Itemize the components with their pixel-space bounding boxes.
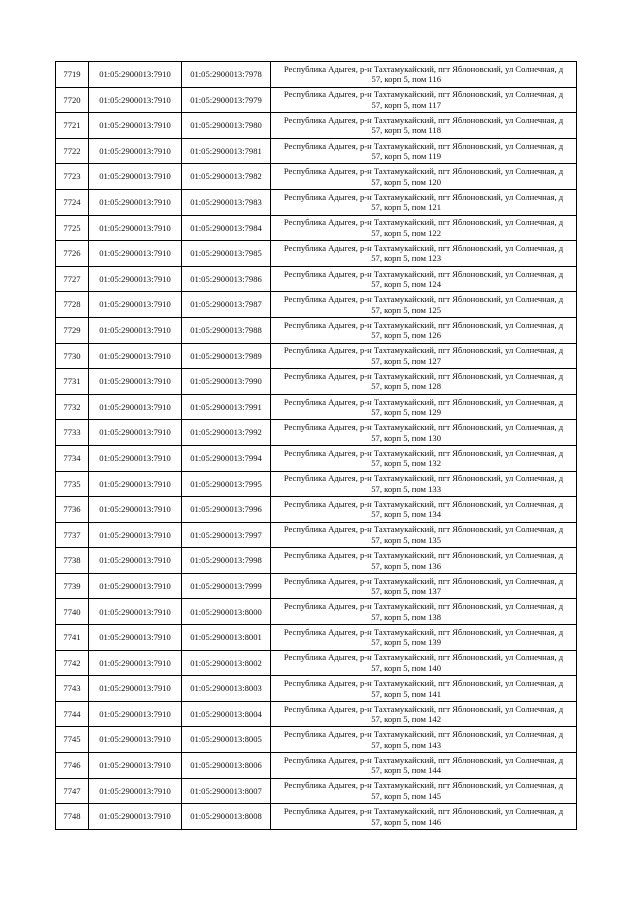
row-number-cell: 7745 [56, 727, 89, 753]
address-line-2: 57, корп 5, пом 144 [371, 765, 441, 776]
cadastral-number-cell: 01:05:2900013:7996 [182, 497, 271, 523]
address-line-2: 57, корп 5, пом 118 [371, 125, 441, 136]
table-row [56, 727, 577, 753]
address-line-1: Республика Адыгея, р-н Тахтамукайский, пгт Яблоновский, ул Солнечная, д [283, 754, 564, 765]
address-line-2: 57, корп 5, пом 130 [371, 432, 441, 443]
address-line-2: 57, корп 5, пом 145 [371, 790, 441, 801]
table-row [56, 804, 577, 830]
address-cell [271, 113, 577, 139]
parent-cadastral-number-cell: 01:05:2900013:7910 [89, 625, 182, 651]
row-number-cell: 7747 [56, 778, 89, 804]
row-number-cell: 7727 [56, 266, 89, 292]
table-row [56, 343, 577, 369]
address-line-1: Республика Адыгея, р-н Тахтамукайский, пгт Яблоновский, ул Солнечная, д [283, 473, 564, 484]
address-line-2: 57, корп 5, пом 134 [371, 509, 441, 520]
table-row [56, 650, 577, 676]
row-number-cell: 7726 [56, 241, 89, 267]
parent-cadastral-number-cell: 01:05:2900013:7910 [89, 343, 182, 369]
cadastral-number-cell: 01:05:2900013:7985 [182, 241, 271, 267]
address-cell [271, 87, 577, 113]
table-row [56, 701, 577, 727]
address-line-2: 57, корп 5, пом 123 [371, 253, 441, 264]
address-cell [271, 317, 577, 343]
address-line-2: 57, корп 5, пом 125 [371, 304, 441, 315]
table-row [56, 62, 577, 88]
parent-cadastral-number-cell: 01:05:2900013:7910 [89, 215, 182, 241]
cadastral-number-cell: 01:05:2900013:7997 [182, 522, 271, 548]
row-number-cell: 7739 [56, 573, 89, 599]
address-cell [271, 266, 577, 292]
table-row [56, 189, 577, 215]
row-number-cell: 7731 [56, 369, 89, 395]
address-line-1: Республика Адыгея, р-н Тахтамукайский, пгт Яблоновский, ул Солнечная, д [283, 524, 564, 535]
address-line-1: Республика Адыгея, р-н Тахтамукайский, пгт Яблоновский, ул Солнечная, д [283, 626, 564, 637]
parent-cadastral-number-cell: 01:05:2900013:7910 [89, 573, 182, 599]
row-number-cell: 7725 [56, 215, 89, 241]
parent-cadastral-number-cell: 01:05:2900013:7910 [89, 113, 182, 139]
cadastral-number-cell: 01:05:2900013:7981 [182, 138, 271, 164]
table-row [56, 215, 577, 241]
address-line-1: Республика Адыгея, р-н Тахтамукайский, пгт Яблоновский, ул Солнечная, д [283, 703, 564, 714]
address-line-2: 57, корп 5, пом 138 [371, 611, 441, 622]
address-line-1: Республика Адыгея, р-н Тахтамукайский, пгт Яблоновский, ул Солнечная, д [283, 498, 564, 509]
address-cell [271, 343, 577, 369]
table-row [56, 497, 577, 523]
address-cell [271, 445, 577, 471]
address-line-2: 57, корп 5, пом 124 [371, 279, 441, 290]
row-number-cell: 7730 [56, 343, 89, 369]
cadastral-number-cell: 01:05:2900013:8001 [182, 625, 271, 651]
cadastral-number-cell: 01:05:2900013:7987 [182, 292, 271, 318]
address-cell [271, 778, 577, 804]
parent-cadastral-number-cell: 01:05:2900013:7910 [89, 753, 182, 779]
row-number-cell: 7738 [56, 548, 89, 574]
table-row [56, 753, 577, 779]
table-row [56, 625, 577, 651]
table-row [56, 548, 577, 574]
address-line-2: 57, корп 5, пом 143 [371, 739, 441, 750]
cadastral-number-cell: 01:05:2900013:7983 [182, 189, 271, 215]
address-cell [271, 676, 577, 702]
parent-cadastral-number-cell: 01:05:2900013:7910 [89, 497, 182, 523]
cadastral-number-cell: 01:05:2900013:7984 [182, 215, 271, 241]
address-line-1: Республика Адыгея, р-н Тахтамукайский, пгт Яблоновский, ул Солнечная, д [283, 217, 564, 228]
table-row [56, 241, 577, 267]
cadastral-number-cell: 01:05:2900013:7994 [182, 445, 271, 471]
address-line-1: Республика Адыгея, р-н Тахтамукайский, пгт Яблоновский, ул Солнечная, д [283, 114, 564, 125]
cadastral-number-cell: 01:05:2900013:8006 [182, 753, 271, 779]
address-line-2: 57, корп 5, пом 116 [371, 74, 441, 85]
register-table-body [56, 62, 577, 830]
address-cell [271, 394, 577, 420]
cadastral-number-cell: 01:05:2900013:7978 [182, 62, 271, 88]
address-line-1: Республика Адыгея, р-н Тахтамукайский, пгт Яблоновский, ул Солнечная, д [283, 268, 564, 279]
address-cell [271, 753, 577, 779]
row-number-cell: 7743 [56, 676, 89, 702]
parent-cadastral-number-cell: 01:05:2900013:7910 [89, 471, 182, 497]
address-line-1: Республика Адыгея, р-н Тахтамукайский, пгт Яблоновский, ул Солнечная, д [283, 166, 564, 177]
parent-cadastral-number-cell: 01:05:2900013:7910 [89, 676, 182, 702]
address-line-1: Республика Адыгея, р-н Тахтамукайский, пгт Яблоновский, ул Солнечная, д [283, 550, 564, 561]
parent-cadastral-number-cell: 01:05:2900013:7910 [89, 138, 182, 164]
address-cell [271, 215, 577, 241]
table-row [56, 164, 577, 190]
table-row [56, 676, 577, 702]
parent-cadastral-number-cell: 01:05:2900013:7910 [89, 317, 182, 343]
address-cell [271, 599, 577, 625]
row-number-cell: 7741 [56, 625, 89, 651]
parent-cadastral-number-cell: 01:05:2900013:7910 [89, 266, 182, 292]
cadastral-number-cell: 01:05:2900013:7979 [182, 87, 271, 113]
table-row [56, 778, 577, 804]
address-line-2: 57, корп 5, пом 137 [371, 586, 441, 597]
parent-cadastral-number-cell: 01:05:2900013:7910 [89, 548, 182, 574]
cadastral-number-cell: 01:05:2900013:7992 [182, 420, 271, 446]
address-line-2: 57, корп 5, пом 142 [371, 714, 441, 725]
address-line-2: 57, корп 5, пом 133 [371, 483, 441, 494]
parent-cadastral-number-cell: 01:05:2900013:7910 [89, 650, 182, 676]
table-row [56, 573, 577, 599]
address-line-2: 57, корп 5, пом 127 [371, 355, 441, 366]
address-line-1: Республика Адыгея, р-н Тахтамукайский, пгт Яблоновский, ул Солнечная, д [283, 422, 564, 433]
row-number-cell: 7719 [56, 62, 89, 88]
parent-cadastral-number-cell: 01:05:2900013:7910 [89, 394, 182, 420]
row-number-cell: 7742 [56, 650, 89, 676]
address-line-1: Республика Адыгея, р-н Тахтамукайский, пгт Яблоновский, ул Солнечная, д [283, 678, 564, 689]
address-line-2: 57, корп 5, пом 117 [371, 99, 441, 110]
table-row [56, 87, 577, 113]
address-cell [271, 650, 577, 676]
parent-cadastral-number-cell: 01:05:2900013:7910 [89, 369, 182, 395]
table-row [56, 445, 577, 471]
address-line-2: 57, корп 5, пом 120 [371, 176, 441, 187]
address-line-1: Республика Адыгея, р-н Тахтамукайский, пгт Яблоновский, ул Солнечная, д [283, 370, 564, 381]
address-line-2: 57, корп 5, пом 139 [371, 637, 441, 648]
cadastral-number-cell: 01:05:2900013:7988 [182, 317, 271, 343]
address-line-1: Республика Адыгея, р-н Тахтамукайский, пгт Яблоновский, ул Солнечная, д [283, 242, 564, 253]
cadastral-number-cell: 01:05:2900013:7999 [182, 573, 271, 599]
row-number-cell: 7733 [56, 420, 89, 446]
address-cell [271, 625, 577, 651]
cadastral-number-cell: 01:05:2900013:7986 [182, 266, 271, 292]
address-line-1: Республика Адыгея, р-н Тахтамукайский, пгт Яблоновский, ул Солнечная, д [283, 89, 564, 100]
parent-cadastral-number-cell: 01:05:2900013:7910 [89, 599, 182, 625]
cadastral-number-cell: 01:05:2900013:7991 [182, 394, 271, 420]
row-number-cell: 7737 [56, 522, 89, 548]
address-line-2: 57, корп 5, пом 122 [371, 227, 441, 238]
address-cell [271, 292, 577, 318]
cadastral-number-cell: 01:05:2900013:8000 [182, 599, 271, 625]
address-cell [271, 497, 577, 523]
address-line-2: 57, корп 5, пом 135 [371, 534, 441, 545]
parent-cadastral-number-cell: 01:05:2900013:7910 [89, 445, 182, 471]
parent-cadastral-number-cell: 01:05:2900013:7910 [89, 804, 182, 830]
row-number-cell: 7748 [56, 804, 89, 830]
row-number-cell: 7720 [56, 87, 89, 113]
table-row [56, 113, 577, 139]
parent-cadastral-number-cell: 01:05:2900013:7910 [89, 420, 182, 446]
address-line-1: Республика Адыгея, р-н Тахтамукайский, пгт Яблоновский, ул Солнечная, д [283, 63, 564, 74]
row-number-cell: 7746 [56, 753, 89, 779]
row-number-cell: 7724 [56, 189, 89, 215]
parent-cadastral-number-cell: 01:05:2900013:7910 [89, 778, 182, 804]
address-line-1: Республика Адыгея, р-н Тахтамукайский, пгт Яблоновский, ул Солнечная, д [283, 780, 564, 791]
row-number-cell: 7732 [56, 394, 89, 420]
address-cell [271, 727, 577, 753]
parent-cadastral-number-cell: 01:05:2900013:7910 [89, 62, 182, 88]
cadastral-number-cell: 01:05:2900013:8003 [182, 676, 271, 702]
table-row [56, 394, 577, 420]
cadastral-number-cell: 01:05:2900013:8007 [182, 778, 271, 804]
address-line-2: 57, корп 5, пом 132 [371, 458, 441, 469]
cadastral-number-cell: 01:05:2900013:7990 [182, 369, 271, 395]
table-row [56, 317, 577, 343]
address-cell [271, 189, 577, 215]
address-line-1: Республика Адыгея, р-н Тахтамукайский, пгт Яблоновский, ул Солнечная, д [283, 319, 564, 330]
cadastral-number-cell: 01:05:2900013:8005 [182, 727, 271, 753]
row-number-cell: 7721 [56, 113, 89, 139]
address-line-2: 57, корп 5, пом 126 [371, 330, 441, 341]
table-row [56, 266, 577, 292]
address-line-1: Республика Адыгея, р-н Тахтамукайский, пгт Яблоновский, ул Солнечная, д [283, 345, 564, 356]
parent-cadastral-number-cell: 01:05:2900013:7910 [89, 522, 182, 548]
address-line-2: 57, корп 5, пом 121 [371, 202, 441, 213]
row-number-cell: 7736 [56, 497, 89, 523]
address-line-1: Республика Адыгея, р-н Тахтамукайский, пгт Яблоновский, ул Солнечная, д [283, 294, 564, 305]
row-number-cell: 7728 [56, 292, 89, 318]
table-row [56, 138, 577, 164]
address-cell [271, 138, 577, 164]
cadastral-number-cell: 01:05:2900013:8002 [182, 650, 271, 676]
row-number-cell: 7722 [56, 138, 89, 164]
row-number-cell: 7723 [56, 164, 89, 190]
cadastral-number-cell: 01:05:2900013:8004 [182, 701, 271, 727]
address-line-1: Республика Адыгея, р-н Тахтамукайский, пгт Яблоновский, ул Солнечная, д [283, 652, 564, 663]
row-number-cell: 7735 [56, 471, 89, 497]
address-cell [271, 573, 577, 599]
address-cell [271, 164, 577, 190]
table-row [56, 522, 577, 548]
cadastral-number-cell: 01:05:2900013:7989 [182, 343, 271, 369]
row-number-cell: 7740 [56, 599, 89, 625]
address-line-1: Республика Адыгея, р-н Тахтамукайский, пгт Яблоновский, ул Солнечная, д [283, 806, 564, 817]
table-row [56, 599, 577, 625]
address-line-2: 57, корп 5, пом 129 [371, 407, 441, 418]
row-number-cell: 7729 [56, 317, 89, 343]
address-cell [271, 420, 577, 446]
cadastral-number-cell: 01:05:2900013:7998 [182, 548, 271, 574]
address-cell [271, 241, 577, 267]
cadastral-number-cell: 01:05:2900013:8008 [182, 804, 271, 830]
table-row [56, 420, 577, 446]
address-line-2: 57, корп 5, пом 141 [371, 688, 441, 699]
row-number-cell: 7734 [56, 445, 89, 471]
address-line-2: 57, корп 5, пом 128 [371, 381, 441, 392]
cadastral-number-cell: 01:05:2900013:7980 [182, 113, 271, 139]
address-cell [271, 804, 577, 830]
address-line-2: 57, корп 5, пом 146 [371, 816, 441, 827]
address-cell [271, 701, 577, 727]
address-line-2: 57, корп 5, пом 140 [371, 662, 441, 673]
address-cell [271, 522, 577, 548]
address-line-2: 57, корп 5, пом 119 [371, 151, 441, 162]
property-register-table [55, 61, 577, 830]
parent-cadastral-number-cell: 01:05:2900013:7910 [89, 164, 182, 190]
parent-cadastral-number-cell: 01:05:2900013:7910 [89, 727, 182, 753]
address-line-1: Республика Адыгея, р-н Тахтамукайский, пгт Яблоновский, ул Солнечная, д [283, 729, 564, 740]
address-cell [271, 62, 577, 88]
address-line-1: Республика Адыгея, р-н Тахтамукайский, пгт Яблоновский, ул Солнечная, д [283, 447, 564, 458]
address-line-2: 57, корп 5, пом 136 [371, 560, 441, 571]
address-cell [271, 471, 577, 497]
parent-cadastral-number-cell: 01:05:2900013:7910 [89, 241, 182, 267]
address-line-1: Республика Адыгея, р-н Тахтамукайский, пгт Яблоновский, ул Солнечная, д [283, 140, 564, 151]
address-cell [271, 369, 577, 395]
cadastral-number-cell: 01:05:2900013:7982 [182, 164, 271, 190]
address-cell [271, 548, 577, 574]
address-line-1: Республика Адыгея, р-н Тахтамукайский, пгт Яблоновский, ул Солнечная, д [283, 601, 564, 612]
table-row [56, 369, 577, 395]
parent-cadastral-number-cell: 01:05:2900013:7910 [89, 189, 182, 215]
table-row [56, 471, 577, 497]
parent-cadastral-number-cell: 01:05:2900013:7910 [89, 701, 182, 727]
address-line-1: Республика Адыгея, р-н Тахтамукайский, пгт Яблоновский, ул Солнечная, д [283, 396, 564, 407]
parent-cadastral-number-cell: 01:05:2900013:7910 [89, 292, 182, 318]
cadastral-number-cell: 01:05:2900013:7995 [182, 471, 271, 497]
address-line-1: Республика Адыгея, р-н Тахтамукайский, пгт Яблоновский, ул Солнечная, д [283, 575, 564, 586]
row-number-cell: 7744 [56, 701, 89, 727]
parent-cadastral-number-cell: 01:05:2900013:7910 [89, 87, 182, 113]
address-line-1: Республика Адыгея, р-н Тахтамукайский, пгт Яблоновский, ул Солнечная, д [283, 191, 564, 202]
table-row [56, 292, 577, 318]
